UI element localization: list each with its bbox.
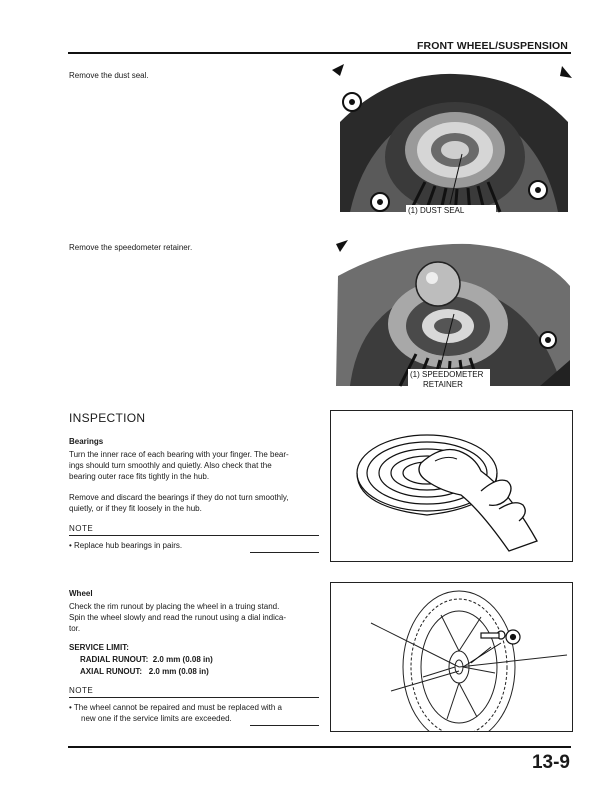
- radial-runout-limit: RADIAL RUNOUT: 2.0 mm (0.08 in): [80, 655, 213, 664]
- bearings-line: ings should turn smoothly and quietly. Also check that the: [69, 461, 272, 471]
- wheel-note-line-2: new one if the service limits are exceeded.: [81, 714, 232, 723]
- bearings-note-label: NOTE: [69, 524, 94, 533]
- bearings-line: Turn the inner race of each bearing with your finger. The bear-: [69, 450, 289, 459]
- bearings-paragraph-2: [69, 492, 329, 514]
- axial-runout-limit: AXIAL RUNOUT: 2.0 mm (0.08 in): [80, 667, 209, 676]
- page-header-title: FRONT WHEEL/SUSPENSION: [417, 40, 568, 52]
- speedometer-callout-label-line2: RETAINER: [423, 380, 463, 389]
- wheel-illustration-frame: [330, 582, 573, 732]
- wheel-note-line-1: • The wheel cannot be repaired and must be replaced with a: [69, 703, 283, 712]
- speedometer-callout-label-line1: (1) SPEEDOMETER: [410, 370, 484, 379]
- inspection-section-title: INSPECTION: [69, 411, 146, 425]
- service-limit-heading: SERVICE LIMIT:: [69, 643, 129, 652]
- wheel-note-label: NOTE: [69, 686, 94, 695]
- bearing-illustration-frame: [330, 410, 573, 562]
- bearings-note-rule-bottom: [250, 552, 319, 553]
- bearings-line: Remove and discard the bearings if they do not turn smoothly,: [69, 493, 289, 502]
- header-rule: [68, 52, 571, 54]
- dust-seal-photo-image: [330, 62, 573, 222]
- wheel-note-rule-bottom: [250, 725, 319, 726]
- step-speedometer-retainer-text: Remove the speedometer retainer.: [69, 243, 193, 252]
- bearings-heading: Bearings: [69, 437, 104, 446]
- wheel-line: Spin the wheel slowly and read the runout using a dial indica-: [69, 613, 287, 623]
- photo-speedometer-retainer: [330, 236, 573, 396]
- bearings-note-rule-top: [69, 535, 319, 536]
- bearing-finger-illustration: [331, 411, 572, 561]
- bearings-note-bullet: • Replace hub bearings in pairs.: [69, 541, 183, 550]
- photo-dust-seal: [330, 62, 573, 222]
- wheel-note-rule-top: [69, 697, 319, 698]
- bearings-line: bearing outer race fits tightly in the hub.: [69, 472, 210, 482]
- bearings-line: quietly, or if they fit loosely in the hub.: [69, 504, 202, 514]
- wheel-paragraph: [69, 601, 329, 635]
- step-dust-seal-text: Remove the dust seal.: [69, 71, 149, 80]
- wheel-truing-stand-illustration: [331, 583, 572, 731]
- wheel-line: Check the rim runout by placing the wheel in a truing stand.: [69, 602, 280, 611]
- wheel-line: tor.: [69, 624, 81, 634]
- bearings-paragraph-1: [69, 449, 329, 483]
- wheel-heading: Wheel: [69, 589, 93, 598]
- footer-rule: [68, 746, 571, 748]
- page-number: 13-9: [531, 752, 570, 773]
- dust-seal-callout-label: (1) DUST SEAL: [408, 206, 465, 215]
